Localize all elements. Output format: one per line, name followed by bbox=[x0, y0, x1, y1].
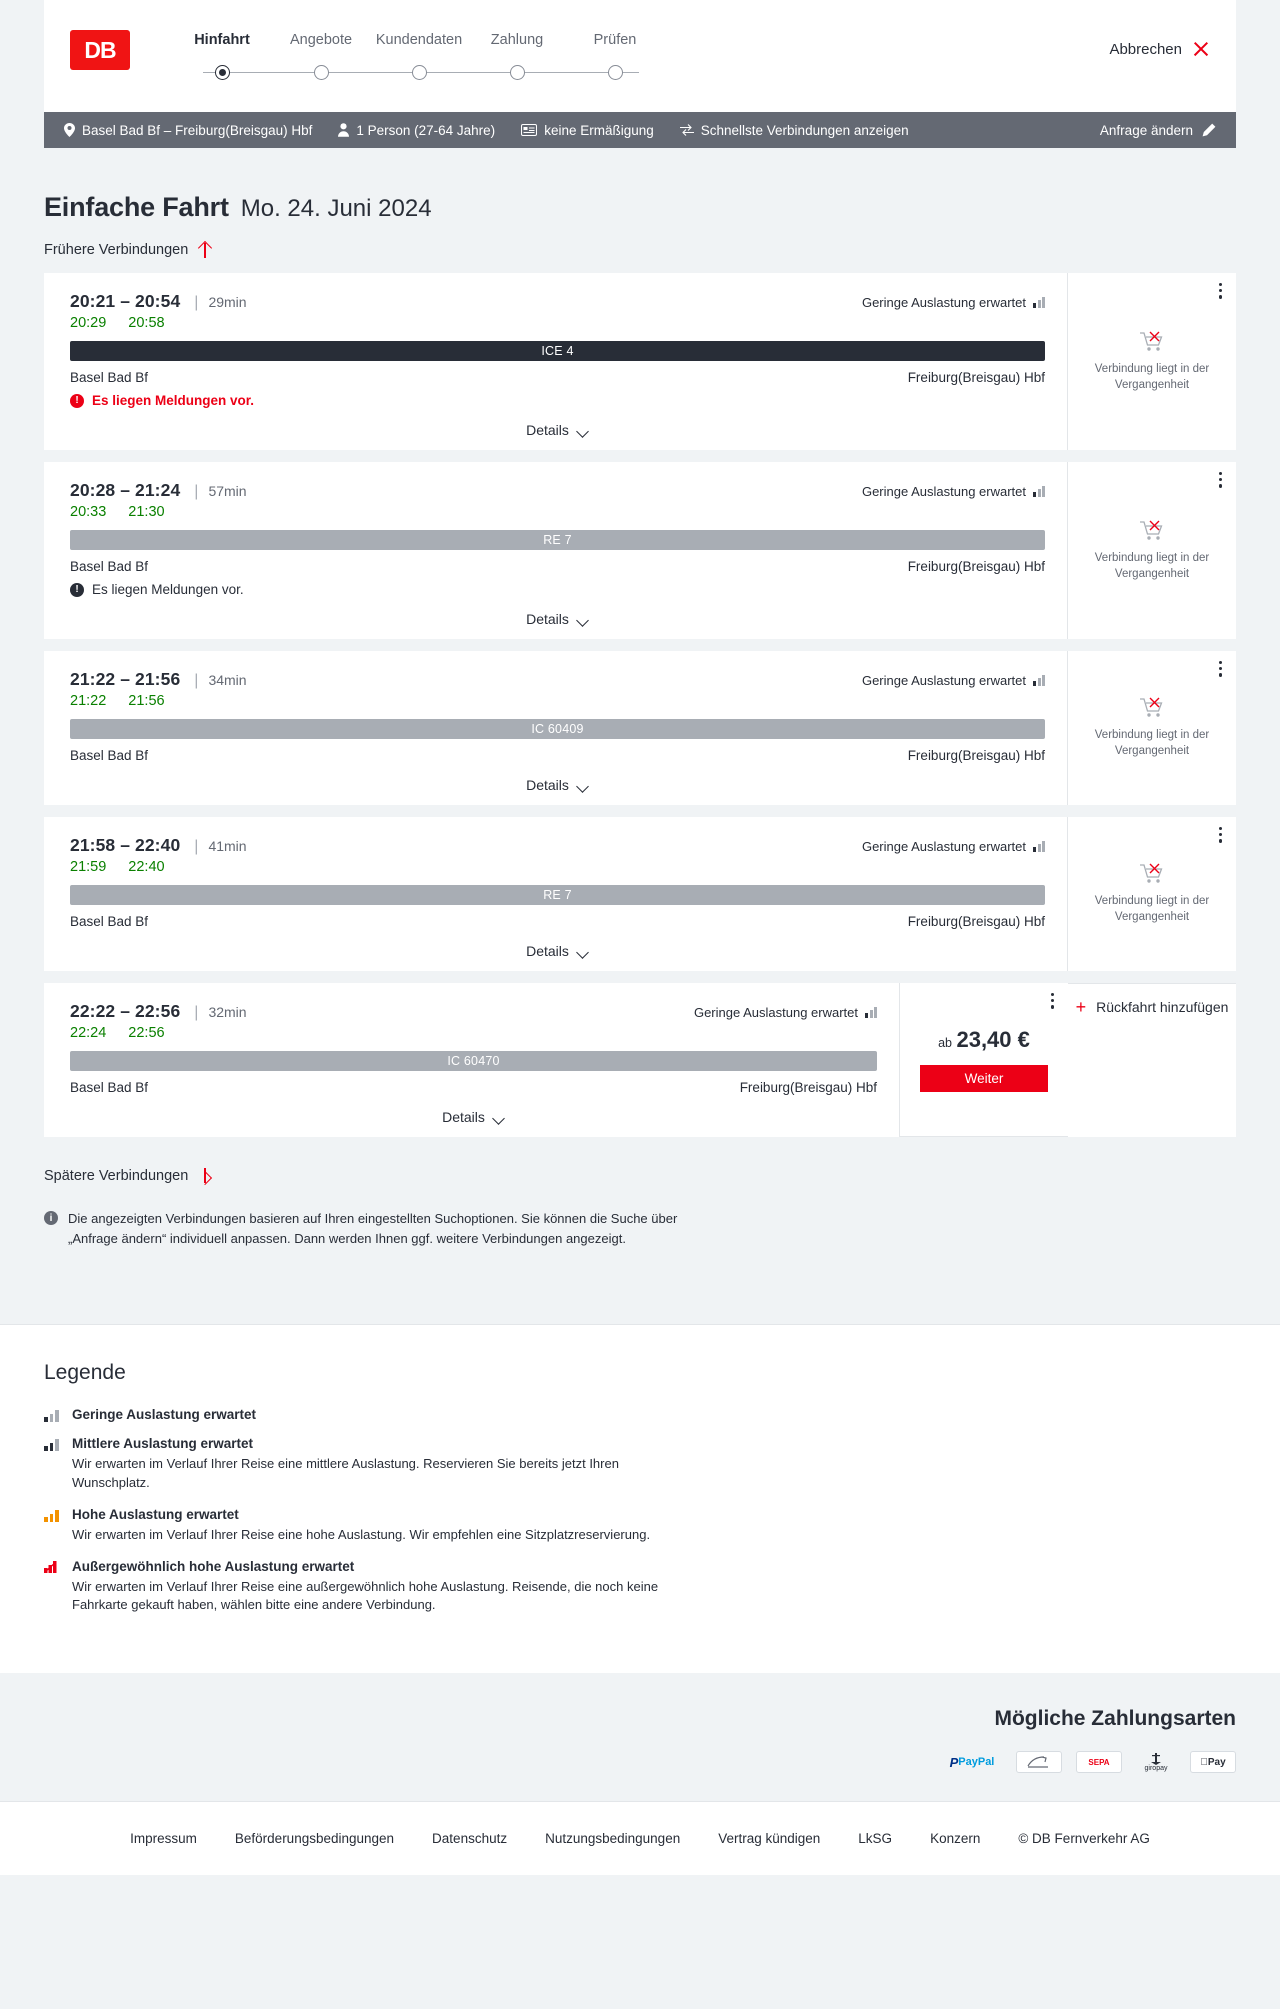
realtime-times bbox=[70, 315, 1045, 331]
realtime-departure: 22:24 bbox=[70, 1025, 107, 1041]
edit-search-button[interactable] bbox=[1100, 123, 1216, 138]
connection-header bbox=[70, 669, 1045, 690]
connection-offer bbox=[1068, 273, 1236, 450]
utilization-bars-icon bbox=[1033, 486, 1045, 497]
step-hinfahrt[interactable]: Hinfahrt bbox=[194, 32, 250, 48]
realtime-times bbox=[70, 859, 1045, 875]
legend-section bbox=[0, 1324, 1280, 1673]
departure-station: Basel Bad Bf bbox=[70, 370, 149, 385]
departure-station: Basel Bad Bf bbox=[70, 914, 149, 929]
search-summary-bar bbox=[44, 112, 1236, 148]
step-dot-angebote[interactable] bbox=[314, 65, 329, 80]
footer-link-konzern[interactable]: Konzern bbox=[930, 1831, 981, 1847]
separator: | bbox=[194, 483, 199, 500]
train-badge: RE 7 bbox=[70, 885, 1045, 905]
chevron-down-icon bbox=[577, 427, 589, 434]
details-label: Details bbox=[526, 777, 569, 793]
info-icon: ! bbox=[70, 583, 84, 597]
stepper-labels bbox=[172, 32, 692, 48]
legend-item-desc: Wir erwarten im Verlauf Ihrer Reise eine außergewöhnlich hohe Auslastung. Reisende, die noch keine Fahrkarte gekauft haben, wählen bitte eine andere Verbindung. bbox=[72, 1578, 659, 1613]
utilization-indicator bbox=[694, 1005, 877, 1020]
legend-item-label: Außergewöhnlich hohe Auslastung erwartet bbox=[72, 1558, 355, 1574]
earlier-connections-label: Frühere Verbindungen bbox=[44, 242, 189, 258]
cancel-button[interactable] bbox=[1109, 40, 1210, 58]
arrow-down-icon bbox=[198, 1167, 211, 1185]
connection-details bbox=[48, 273, 1068, 450]
separator: | bbox=[194, 294, 199, 311]
details-label: Details bbox=[526, 422, 569, 438]
utilization-indicator bbox=[862, 839, 1045, 854]
train-badge: IC 60470 bbox=[70, 1051, 877, 1071]
legend-title: Legende bbox=[44, 1361, 126, 1384]
price-prefix: ab bbox=[938, 1036, 953, 1050]
realtime-arrival: 22:40 bbox=[128, 859, 165, 875]
legend-item-body bbox=[72, 1507, 650, 1545]
utilization-low-icon bbox=[44, 1410, 60, 1422]
apple-pay-icon: Pay bbox=[1190, 1751, 1236, 1773]
add-return-trip-label: Rückfahrt hinzufügen bbox=[1096, 998, 1229, 1015]
cart-crossed-icon bbox=[1139, 862, 1165, 886]
connection-duration: 32min bbox=[208, 1004, 247, 1020]
cart-crossed-icon bbox=[1139, 330, 1165, 354]
connection-row[interactable] bbox=[44, 817, 1236, 971]
connection-header bbox=[70, 835, 1045, 856]
more-options-button[interactable] bbox=[1219, 283, 1222, 302]
pin-icon bbox=[64, 123, 75, 137]
cart-crossed-icon bbox=[1139, 696, 1165, 720]
search-hint bbox=[44, 1209, 704, 1248]
separator: | bbox=[194, 1004, 199, 1021]
summary-passengers bbox=[338, 123, 495, 138]
checkout-stepper bbox=[172, 32, 692, 48]
station-row bbox=[70, 1080, 877, 1095]
legend-item-desc: Wir erwarten im Verlauf Ihrer Reise eine hohe Auslastung. Wir empfehlen eine Sitzplatzreservierung. bbox=[72, 1526, 651, 1542]
connection-duration: 57min bbox=[208, 483, 247, 499]
payment-icons-row bbox=[44, 1751, 1236, 1773]
arrival-station: Freiburg(Breisgau) Hbf bbox=[907, 914, 1045, 929]
realtime-departure: 21:59 bbox=[70, 859, 107, 875]
realtime-arrival: 22:56 bbox=[128, 1025, 165, 1041]
more-options-button[interactable] bbox=[1051, 993, 1054, 1012]
step-dot-zahlung[interactable] bbox=[510, 65, 525, 80]
connection-offer bbox=[1068, 462, 1236, 639]
arrival-station: Freiburg(Breisgau) Hbf bbox=[739, 1080, 877, 1095]
utilization-label: Geringe Auslastung erwartet bbox=[693, 1005, 858, 1020]
page-title-text: Einfache Fahrt bbox=[44, 192, 229, 222]
arrow-up-icon bbox=[198, 241, 211, 259]
utilization-high-icon bbox=[44, 1510, 60, 1522]
price-value: 23,40 € bbox=[956, 1027, 1030, 1052]
summary-route-text: Basel Bad Bf – Freiburg(Breisgau) Hbf bbox=[82, 122, 313, 138]
return-trip-wrapper bbox=[1068, 983, 1236, 1137]
connection-row[interactable] bbox=[44, 462, 1236, 639]
utilization-bars-icon bbox=[1033, 675, 1045, 686]
edit-search-label: Anfrage ändern bbox=[1099, 122, 1193, 138]
connection-times: 21:22 – 21:56 bbox=[70, 669, 181, 689]
footer-link-datenschutz[interactable]: Datenschutz bbox=[432, 1831, 508, 1847]
connection-details bbox=[48, 983, 900, 1137]
app-header bbox=[44, 0, 1236, 112]
arrival-station: Freiburg(Breisgau) Hbf bbox=[907, 370, 1045, 385]
past-connection-note: Verbindung liegt in der Vergangenheit bbox=[1094, 729, 1210, 757]
summary-passengers-text: 1 Person (27-64 Jahre) bbox=[356, 122, 496, 138]
realtime-departure: 20:33 bbox=[70, 504, 107, 520]
payment-methods-section bbox=[0, 1673, 1280, 1801]
realtime-arrival: 21:56 bbox=[128, 693, 165, 709]
legend-item-desc: Wir erwarten im Verlauf Ihrer Reise eine mittlere Auslastung. Reservieren Sie bereits jetzt Ihren Wunschplatz. bbox=[72, 1456, 619, 1490]
summary-sorting bbox=[680, 123, 909, 138]
connection-row[interactable] bbox=[44, 651, 1236, 805]
realtime-times bbox=[70, 1025, 877, 1041]
station-row bbox=[70, 559, 1045, 574]
step-dot-pruefen[interactable] bbox=[608, 65, 623, 80]
legend-item-body bbox=[72, 1407, 256, 1422]
warning-icon: ! bbox=[70, 394, 84, 408]
footer-link-nutzungsbedingungen[interactable]: Nutzungsbedingungen bbox=[545, 1831, 681, 1847]
connection-times: 22:22 – 22:56 bbox=[70, 1001, 181, 1021]
search-hint-text: Die angezeigten Verbindungen basieren auf Ihren eingestellten Suchoptionen. Sie können die Suche über „Anfrage ändern“ individuell anpassen. Dann werden Ihnen ggf. weitere Verbindungen angezeigt. bbox=[68, 1211, 678, 1246]
connection-times: 21:58 – 22:40 bbox=[70, 835, 181, 855]
more-options-button[interactable] bbox=[1219, 827, 1222, 846]
details-label: Details bbox=[526, 611, 569, 627]
departure-station: Basel Bad Bf bbox=[70, 1080, 149, 1095]
utilization-indicator bbox=[862, 673, 1045, 688]
departure-station: Basel Bad Bf bbox=[70, 559, 149, 574]
page-title-date: Mo. 24. Juni 2024 bbox=[240, 195, 432, 222]
earlier-connections-button[interactable] bbox=[44, 241, 211, 259]
connection-offer bbox=[1068, 817, 1236, 971]
pencil-icon bbox=[1202, 123, 1216, 137]
connection-row[interactable] bbox=[44, 983, 1236, 1137]
utilization-indicator bbox=[862, 295, 1045, 310]
arrival-station: Freiburg(Breisgau) Hbf bbox=[907, 748, 1045, 763]
more-options-button[interactable] bbox=[1219, 472, 1222, 491]
utilization-bars-icon bbox=[865, 1007, 877, 1018]
realtime-departure: 20:29 bbox=[70, 315, 107, 331]
utilization-indicator bbox=[862, 484, 1045, 499]
connection-header bbox=[70, 1001, 877, 1022]
utilization-label: Geringe Auslastung erwartet bbox=[861, 295, 1026, 310]
sepa-icon: SEPA bbox=[1076, 1751, 1122, 1773]
connection-times: 20:28 – 21:24 bbox=[70, 480, 181, 500]
realtime-arrival: 21:30 bbox=[128, 504, 165, 520]
utilization-bars-icon bbox=[1033, 841, 1045, 852]
chevron-down-icon bbox=[577, 782, 589, 789]
realtime-arrival: 20:58 bbox=[128, 315, 165, 331]
step-kundendaten[interactable]: Kundendaten bbox=[375, 32, 463, 48]
past-connection-note: Verbindung liegt in der Vergangenheit bbox=[1094, 895, 1210, 923]
db-logo: DB bbox=[70, 30, 130, 70]
separator: | bbox=[194, 838, 199, 855]
station-row bbox=[70, 748, 1045, 763]
connection-offer bbox=[1068, 651, 1236, 805]
chevron-down-icon bbox=[577, 948, 589, 955]
plus-icon: + bbox=[1075, 996, 1087, 1017]
connection-details bbox=[48, 462, 1068, 639]
later-connections-button[interactable] bbox=[44, 1167, 211, 1185]
payment-methods-title: Mögliche Zahlungsarten bbox=[994, 1707, 1236, 1731]
summary-discount-text: keine Ermäßigung bbox=[544, 122, 654, 138]
more-options-button[interactable] bbox=[1219, 661, 1222, 680]
connection-details bbox=[48, 817, 1068, 971]
step-zahlung[interactable]: Zahlung bbox=[490, 32, 544, 48]
connection-message[interactable] bbox=[70, 393, 1045, 408]
stepper-dots bbox=[172, 65, 692, 80]
legend-item bbox=[44, 1407, 1236, 1422]
footer-link-lksg[interactable]: LkSG bbox=[858, 1831, 893, 1847]
legend-item bbox=[44, 1559, 1236, 1616]
connection-row[interactable] bbox=[44, 273, 1236, 450]
utilization-label: Geringe Auslastung erwartet bbox=[861, 484, 1026, 499]
close-icon bbox=[1192, 40, 1210, 58]
step-pruefen[interactable]: Prüfen bbox=[593, 32, 637, 48]
departure-station: Basel Bad Bf bbox=[70, 748, 149, 763]
connection-duration: 34min bbox=[208, 672, 247, 688]
price-row bbox=[938, 1027, 1030, 1053]
legend-item-label: Geringe Auslastung erwartet bbox=[72, 1407, 257, 1422]
past-connection-note: Verbindung liegt in der Vergangenheit bbox=[1094, 362, 1210, 391]
connection-message[interactable] bbox=[70, 582, 1045, 597]
separator: | bbox=[194, 672, 199, 689]
connection-header bbox=[70, 291, 1045, 312]
summary-discount bbox=[521, 123, 654, 138]
realtime-times bbox=[70, 693, 1045, 709]
later-connections-label: Spätere Verbindungen bbox=[44, 1168, 189, 1184]
chevron-down-icon bbox=[577, 616, 589, 623]
summary-sorting-text: Schnellste Verbindungen anzeigen bbox=[700, 122, 909, 138]
chevron-down-icon bbox=[493, 1114, 505, 1121]
connection-offer bbox=[900, 983, 1068, 1137]
giropay-icon: giropay bbox=[1136, 1751, 1176, 1773]
connection-duration: 41min bbox=[208, 838, 247, 854]
connection-message-text: Es liegen Meldungen vor. bbox=[92, 393, 255, 408]
details-toggle[interactable] bbox=[70, 1109, 877, 1137]
card-icon bbox=[521, 124, 537, 136]
footer bbox=[0, 1801, 1280, 1875]
legend-item-body bbox=[72, 1436, 692, 1493]
connection-details bbox=[48, 651, 1068, 805]
legend-item-body bbox=[72, 1559, 692, 1616]
utilization-medium-icon bbox=[44, 1439, 60, 1451]
person-icon bbox=[338, 123, 349, 137]
continue-button[interactable]: Weiter bbox=[920, 1065, 1048, 1092]
add-return-trip-button[interactable] bbox=[1068, 983, 1236, 1029]
train-badge: ICE 4 bbox=[70, 341, 1045, 361]
details-toggle[interactable] bbox=[70, 943, 1045, 971]
realtime-departure: 21:22 bbox=[70, 693, 107, 709]
footer-link-impressum[interactable]: Impressum bbox=[130, 1831, 197, 1847]
direct-debit-icon bbox=[1016, 1751, 1062, 1773]
utilization-bars-icon bbox=[1033, 297, 1045, 308]
connection-duration: 29min bbox=[208, 294, 247, 310]
swap-icon bbox=[680, 124, 694, 136]
footer-link-vertrag-kuendigen[interactable]: Vertrag kündigen bbox=[718, 1831, 821, 1847]
legend-item bbox=[44, 1436, 1236, 1493]
station-row bbox=[70, 914, 1045, 929]
arrival-station: Freiburg(Breisgau) Hbf bbox=[907, 559, 1045, 574]
utilization-veryhigh-icon bbox=[44, 1562, 60, 1574]
step-dot-kundendaten[interactable] bbox=[412, 65, 427, 80]
past-connection-note: Verbindung liegt in der Vergangenheit bbox=[1094, 551, 1210, 580]
legend-item bbox=[44, 1507, 1236, 1545]
connection-message-text: Es liegen Meldungen vor. bbox=[92, 582, 244, 597]
summary-route bbox=[64, 123, 312, 138]
train-badge: IC 60409 bbox=[70, 719, 1045, 739]
legend-item-label: Mittlere Auslastung erwartet bbox=[72, 1436, 254, 1451]
step-dot-hinfahrt[interactable] bbox=[215, 65, 230, 80]
realtime-times bbox=[70, 504, 1045, 520]
details-toggle[interactable] bbox=[70, 611, 1045, 639]
page-title bbox=[44, 192, 1236, 223]
utilization-label: Geringe Auslastung erwartet bbox=[861, 839, 1026, 854]
details-toggle[interactable] bbox=[70, 777, 1045, 805]
train-badge: RE 7 bbox=[70, 530, 1045, 550]
utilization-label: Geringe Auslastung erwartet bbox=[861, 673, 1026, 688]
legend-item-label: Hohe Auslastung erwartet bbox=[72, 1506, 239, 1522]
details-label: Details bbox=[442, 1109, 485, 1125]
footer-link-befoerderungsbedingungen[interactable]: Beförderungsbedingungen bbox=[234, 1831, 395, 1847]
station-row bbox=[70, 370, 1045, 385]
connection-times: 20:21 – 20:54 bbox=[70, 291, 181, 311]
cancel-label: Abbrechen bbox=[1109, 40, 1182, 58]
info-icon: i bbox=[44, 1211, 58, 1225]
main-content bbox=[0, 192, 1280, 1278]
connection-list bbox=[44, 273, 1236, 1137]
cart-crossed-icon bbox=[1139, 519, 1165, 543]
details-label: Details bbox=[526, 943, 569, 959]
connection-header bbox=[70, 480, 1045, 501]
footer-copyright: © DB Fernverkehr AG bbox=[1018, 1831, 1150, 1847]
paypal-icon: P PayPal bbox=[949, 1754, 995, 1770]
details-toggle[interactable] bbox=[70, 422, 1045, 450]
step-angebote[interactable]: Angebote bbox=[289, 32, 353, 48]
